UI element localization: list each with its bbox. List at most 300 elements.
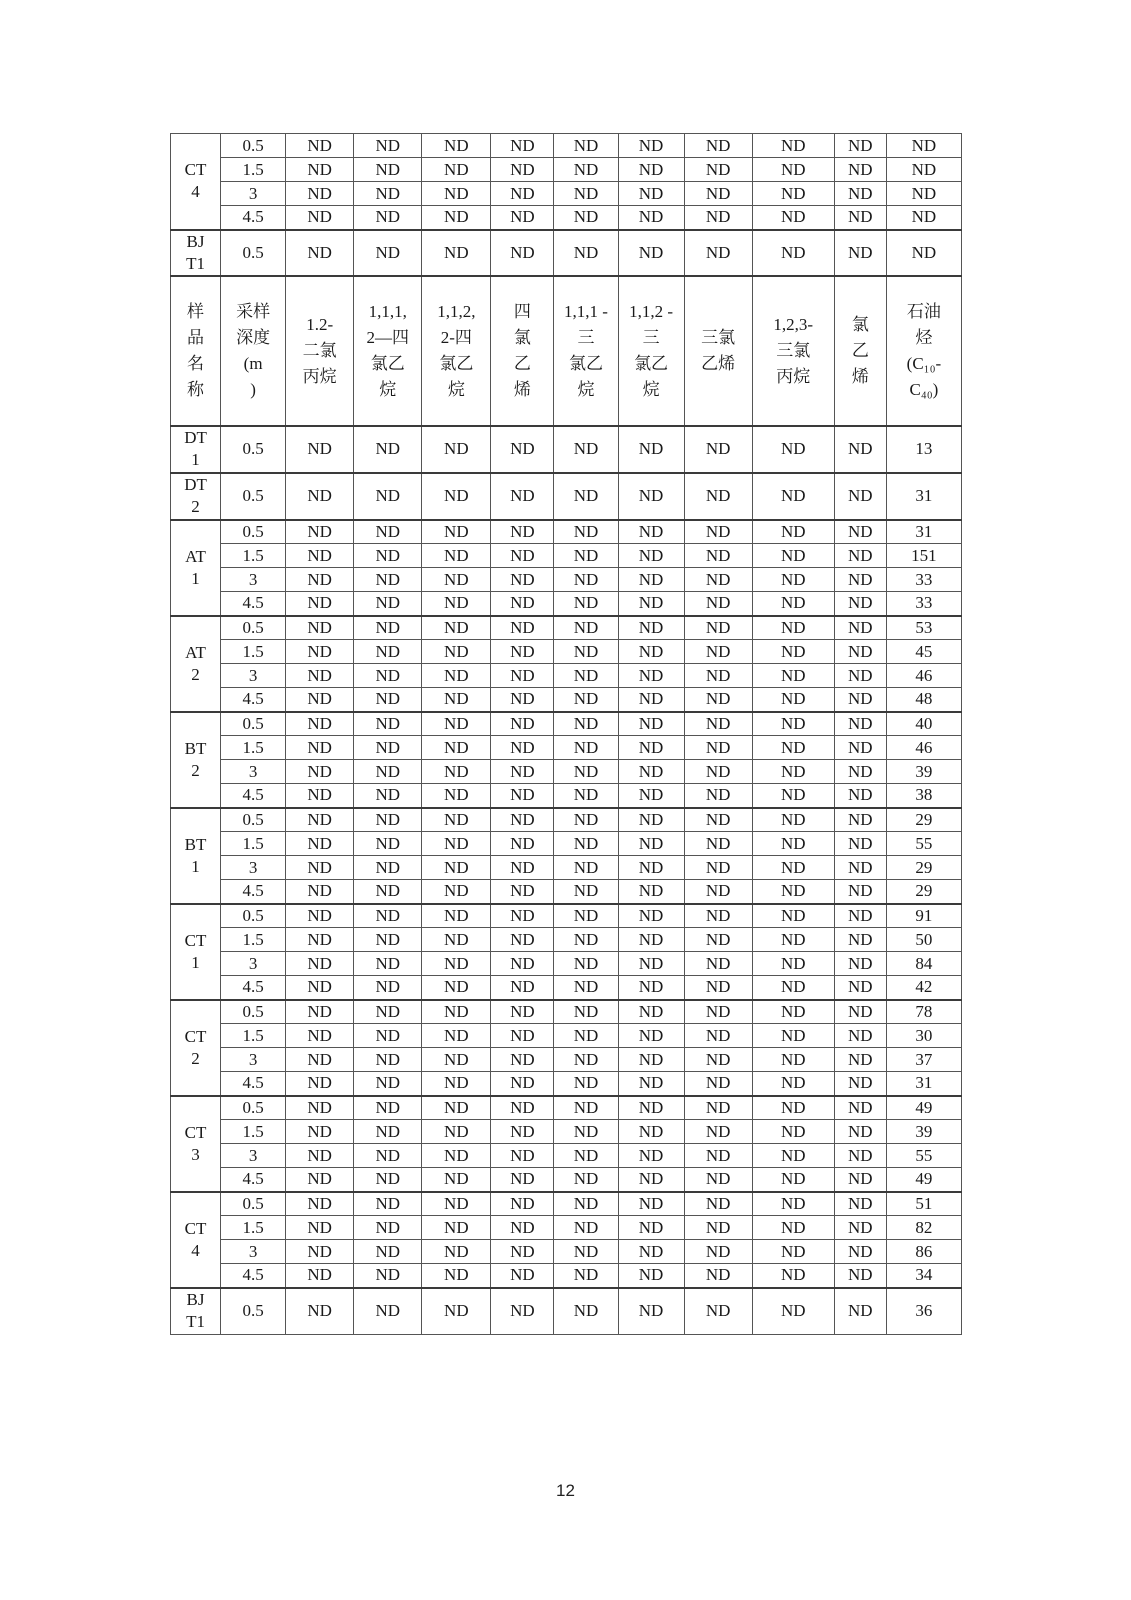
cell-text-line: 氯 [513,327,531,347]
value-cell: ND [422,856,491,880]
value-cell: ND [286,976,354,1000]
value-cell: ND [752,158,834,182]
value-cell: ND [286,1024,354,1048]
cell-text-line: 氯乙 [439,353,474,373]
value-cell: ND [491,1144,554,1168]
value-cell: ND [554,1168,618,1192]
value-cell: ND [618,952,684,976]
value-cell: ND [684,230,752,276]
value-cell: ND [618,520,684,544]
depth-cell: 4.5 [221,688,286,712]
cell-text-line: 二氯 [302,340,337,360]
value-cell: ND [834,760,886,784]
value-cell: ND [354,856,422,880]
value-cell: ND [554,568,618,592]
value-cell: ND [618,640,684,664]
value-cell: ND [684,880,752,904]
value-cell: ND [886,230,961,276]
value-cell: ND [491,1192,554,1216]
depth-cell: 4.5 [221,206,286,230]
value-cell: ND [286,182,354,206]
value-cell: ND [618,1168,684,1192]
cell-text-line: DT [184,428,207,447]
value-cell: ND [491,426,554,473]
value-cell: 49 [886,1168,961,1192]
depth-cell: 4.5 [221,976,286,1000]
value-cell: ND [684,904,752,928]
value-cell: ND [618,230,684,276]
value-cell: ND [684,808,752,832]
value-cell: ND [752,426,834,473]
value-cell: ND [834,520,886,544]
value-cell: ND [422,1024,491,1048]
value-cell: ND [422,568,491,592]
value-cell: ND [286,784,354,808]
value-cell: ND [618,544,684,568]
column-header [491,276,554,426]
value-cell: ND [422,426,491,473]
value-cell: ND [618,1000,684,1024]
value-cell: ND [554,230,618,276]
value-cell: ND [618,158,684,182]
column-header [684,276,752,426]
value-cell: ND [752,928,834,952]
value-cell: 84 [886,952,961,976]
value-cell: ND [554,544,618,568]
depth-cell: 0.5 [221,426,286,473]
column-header [554,276,618,426]
value-cell: ND [286,134,354,158]
value-cell: ND [752,1192,834,1216]
value-cell: ND [354,1240,422,1264]
value-cell: ND [422,1120,491,1144]
value-cell: ND [491,760,554,784]
value-cell: 34 [886,1264,961,1288]
sample-name-cell [171,1000,221,1096]
value-cell: ND [834,1072,886,1096]
column-header [422,276,491,426]
column-header [834,276,886,426]
cell-text-line: C₄₀) [909,379,939,399]
value-cell: ND [752,760,834,784]
value-cell: ND [354,712,422,736]
value-cell: ND [684,473,752,520]
value-cell: ND [491,1000,554,1024]
value-cell: ND [354,928,422,952]
cell-text-line: 2 [191,664,200,684]
value-cell: ND [286,1264,354,1288]
value-cell: ND [354,134,422,158]
value-cell: ND [752,592,834,616]
cell-text-line: 乙 [513,353,531,373]
value-cell: ND [618,688,684,712]
value-cell: ND [834,712,886,736]
depth-cell: 0.5 [221,808,286,832]
value-cell: ND [554,592,618,616]
value-cell: ND [834,664,886,688]
value-cell: ND [618,1192,684,1216]
value-cell: ND [834,426,886,473]
value-cell: 29 [886,808,961,832]
depth-cell: 0.5 [221,520,286,544]
value-cell: ND [554,616,618,640]
cell-text-line: T1 [186,1312,205,1332]
value-cell: ND [752,640,834,664]
value-cell: ND [286,1096,354,1120]
value-cell: 42 [886,976,961,1000]
value-cell: ND [752,736,834,760]
value-cell: ND [752,1120,834,1144]
value-cell: ND [286,832,354,856]
value-cell: ND [422,832,491,856]
value-cell: ND [554,736,618,760]
value-cell: ND [684,736,752,760]
value-cell: ND [491,784,554,808]
value-cell: ND [834,1192,886,1216]
value-cell: ND [752,784,834,808]
value-cell: ND [286,473,354,520]
value-cell: ND [554,1048,618,1072]
value-cell: 91 [886,904,961,928]
depth-cell: 1.5 [221,1024,286,1048]
cell-text-line: AT [185,642,206,662]
value-cell: ND [422,1216,491,1240]
value-cell: ND [684,568,752,592]
value-cell: ND [422,640,491,664]
value-cell: ND [684,426,752,473]
depth-cell: 3 [221,664,286,688]
value-cell: ND [422,158,491,182]
value-cell: ND [286,1072,354,1096]
value-cell: ND [752,1288,834,1335]
value-cell: ND [834,568,886,592]
value-cell: 39 [886,1120,961,1144]
value-cell: ND [286,904,354,928]
value-cell: ND [752,688,834,712]
value-cell: ND [354,544,422,568]
depth-cell: 4.5 [221,592,286,616]
depth-cell: 0.5 [221,1288,286,1335]
value-cell: ND [834,904,886,928]
value-cell: ND [422,1144,491,1168]
value-cell: ND [422,206,491,230]
depth-cell: 0.5 [221,230,286,276]
value-cell: ND [286,736,354,760]
value-cell: 13 [886,426,961,473]
value-cell: ND [684,592,752,616]
depth-cell: 4.5 [221,1264,286,1288]
value-cell: ND [554,808,618,832]
value-cell: ND [834,1048,886,1072]
value-cell: ND [752,520,834,544]
column-header [886,276,961,426]
value-cell: ND [752,1240,834,1264]
page-number: 12 [556,1481,575,1500]
value-cell: ND [752,134,834,158]
depth-cell: 1.5 [221,1216,286,1240]
cell-text-line: 三氯 [701,327,736,347]
value-cell: ND [422,904,491,928]
value-cell: ND [554,1024,618,1048]
value-cell: ND [684,1192,752,1216]
cell-text-line: 2 [191,1048,200,1068]
cell-text-line: (C₁₀- [906,353,942,373]
value-cell: ND [286,1120,354,1144]
cell-text-line: BJ [186,231,205,251]
value-cell: 49 [886,1096,961,1120]
value-cell: 48 [886,688,961,712]
value-cell: ND [618,664,684,688]
depth-cell: 0.5 [221,1192,286,1216]
value-cell: ND [752,664,834,688]
value-cell: ND [684,1168,752,1192]
value-cell: ND [354,520,422,544]
cell-text-line: (m [243,353,263,373]
value-cell: ND [422,616,491,640]
value-cell: ND [422,808,491,832]
value-cell: 40 [886,712,961,736]
value-cell: ND [491,206,554,230]
value-cell: ND [354,904,422,928]
value-cell: ND [554,976,618,1000]
cell-text-line: 烯 [513,379,531,399]
value-cell: ND [554,1240,618,1264]
value-cell: ND [554,206,618,230]
depth-cell: 3 [221,1240,286,1264]
value-cell: ND [618,928,684,952]
value-cell: ND [554,1000,618,1024]
value-cell: ND [422,784,491,808]
sample-name-cell [171,712,221,808]
cell-text-line: BT [184,738,207,758]
value-cell: ND [286,230,354,276]
depth-cell: 0.5 [221,904,286,928]
value-cell: ND [554,664,618,688]
value-cell: 53 [886,616,961,640]
value-cell: ND [684,206,752,230]
depth-cell: 0.5 [221,1096,286,1120]
value-cell: ND [491,544,554,568]
value-cell: ND [684,182,752,206]
value-cell: 33 [886,568,961,592]
value-cell: ND [684,784,752,808]
cell-text-line: 氯乙 [568,353,603,373]
value-cell: ND [554,904,618,928]
value-cell: ND [752,473,834,520]
value-cell: ND [752,1168,834,1192]
value-cell: ND [422,1072,491,1096]
value-cell: ND [684,928,752,952]
value-cell: ND [618,473,684,520]
value-cell: 29 [886,880,961,904]
value-cell: ND [554,760,618,784]
value-cell: ND [422,1288,491,1335]
value-cell: ND [834,1120,886,1144]
cell-text-line: 1,2,3- [773,314,814,334]
value-cell: ND [834,832,886,856]
value-cell: ND [554,784,618,808]
value-cell: ND [354,1048,422,1072]
value-cell: ND [684,1120,752,1144]
value-cell: ND [752,1264,834,1288]
value-cell: ND [286,520,354,544]
value-cell: ND [422,1168,491,1192]
depth-cell: 3 [221,568,286,592]
cell-text-line: 三 [642,327,660,347]
value-cell: ND [618,592,684,616]
cell-text-line: CT [184,1026,207,1046]
cell-text-line: 烃 [915,327,933,347]
value-cell: ND [618,1024,684,1048]
value-cell: ND [354,473,422,520]
cell-text-line: 1 [191,856,200,876]
value-cell: ND [422,1192,491,1216]
value-cell: ND [834,952,886,976]
value-cell: ND [834,182,886,206]
value-cell: ND [834,1264,886,1288]
value-cell: 31 [886,520,961,544]
value-cell: ND [886,206,961,230]
value-cell: ND [618,880,684,904]
value-cell: ND [354,880,422,904]
column-header [752,276,834,426]
value-cell: 78 [886,1000,961,1024]
value-cell: ND [618,134,684,158]
value-cell: ND [354,1024,422,1048]
cell-text-line: 丙烷 [776,366,811,386]
value-cell: ND [354,688,422,712]
value-cell: ND [286,640,354,664]
results-table-body [171,134,962,1335]
value-cell: ND [554,134,618,158]
cell-text-line: 烷 [447,379,465,399]
cell-text-line: CT [184,1218,207,1238]
value-cell: ND [834,592,886,616]
value-cell: ND [618,182,684,206]
cell-text-line: CT [184,930,207,950]
value-cell: ND [834,230,886,276]
value-cell: ND [422,230,491,276]
value-cell: ND [834,1144,886,1168]
value-cell: ND [354,1000,422,1024]
value-cell: ND [554,832,618,856]
value-cell: ND [684,134,752,158]
sample-name-cell [171,134,221,230]
value-cell: ND [554,1216,618,1240]
sample-name-cell [171,473,221,520]
value-cell: ND [491,230,554,276]
sample-name-cell [171,808,221,904]
value-cell: ND [354,1072,422,1096]
value-cell: ND [491,976,554,1000]
value-cell: ND [422,473,491,520]
depth-cell: 1.5 [221,832,286,856]
value-cell: ND [354,1168,422,1192]
cell-text-line: 1 [191,952,200,972]
column-header [171,276,221,426]
depth-cell: 0.5 [221,712,286,736]
value-cell: ND [491,1264,554,1288]
depth-cell: 0.5 [221,134,286,158]
value-cell: ND [286,664,354,688]
value-cell: ND [491,1168,554,1192]
value-cell: ND [286,808,354,832]
value-cell: ND [286,1168,354,1192]
cell-text-line: 烯 [851,366,869,386]
value-cell: ND [491,1024,554,1048]
value-cell: ND [422,712,491,736]
value-cell: ND [491,520,554,544]
value-cell: ND [618,904,684,928]
value-cell: ND [491,952,554,976]
value-cell: ND [422,1264,491,1288]
value-cell: ND [491,928,554,952]
value-cell: ND [554,1144,618,1168]
column-header [618,276,684,426]
value-cell: ND [354,976,422,1000]
value-cell: ND [422,928,491,952]
value-cell: ND [684,640,752,664]
value-cell: ND [618,426,684,473]
value-cell: ND [684,1240,752,1264]
value-cell: ND [354,832,422,856]
value-cell: ND [618,568,684,592]
value-cell: ND [354,1144,422,1168]
value-cell: ND [752,808,834,832]
sample-name-cell [171,1192,221,1288]
value-cell: ND [422,952,491,976]
depth-cell: 3 [221,182,286,206]
cell-text-line: AT [185,546,206,566]
value-cell: ND [684,1144,752,1168]
value-cell: ND [618,856,684,880]
results-table [170,133,962,1335]
value-cell: ND [554,426,618,473]
depth-cell: 0.5 [221,616,286,640]
cell-text-line: 丙烷 [302,366,337,386]
cell-text-line: CT [184,160,207,180]
value-cell: 29 [886,856,961,880]
value-cell: ND [834,134,886,158]
depth-cell: 1.5 [221,1120,286,1144]
value-cell: ND [491,640,554,664]
cell-text-line: 2-四 [440,327,472,347]
value-cell: ND [752,182,834,206]
value-cell: ND [354,808,422,832]
value-cell: ND [684,664,752,688]
value-cell: ND [286,568,354,592]
cell-text-line: 1,1,1 - [564,301,608,321]
cell-text-line: 1 [191,450,200,469]
value-cell: ND [554,1288,618,1335]
value-cell: ND [684,1072,752,1096]
cell-text-line: CT [184,1122,207,1142]
value-cell: ND [618,1216,684,1240]
value-cell: ND [491,1288,554,1335]
value-cell: ND [834,976,886,1000]
cell-text-line: 品 [187,327,205,347]
value-cell: 55 [886,832,961,856]
value-cell: ND [354,1192,422,1216]
value-cell: 86 [886,1240,961,1264]
cell-text-line: DT [184,475,207,494]
value-cell: ND [286,1288,354,1335]
cell-text-line: 1,1,2 - [629,301,674,321]
value-cell: ND [684,544,752,568]
value-cell: ND [286,760,354,784]
value-cell: ND [554,712,618,736]
cell-text-line: 4 [191,182,200,202]
